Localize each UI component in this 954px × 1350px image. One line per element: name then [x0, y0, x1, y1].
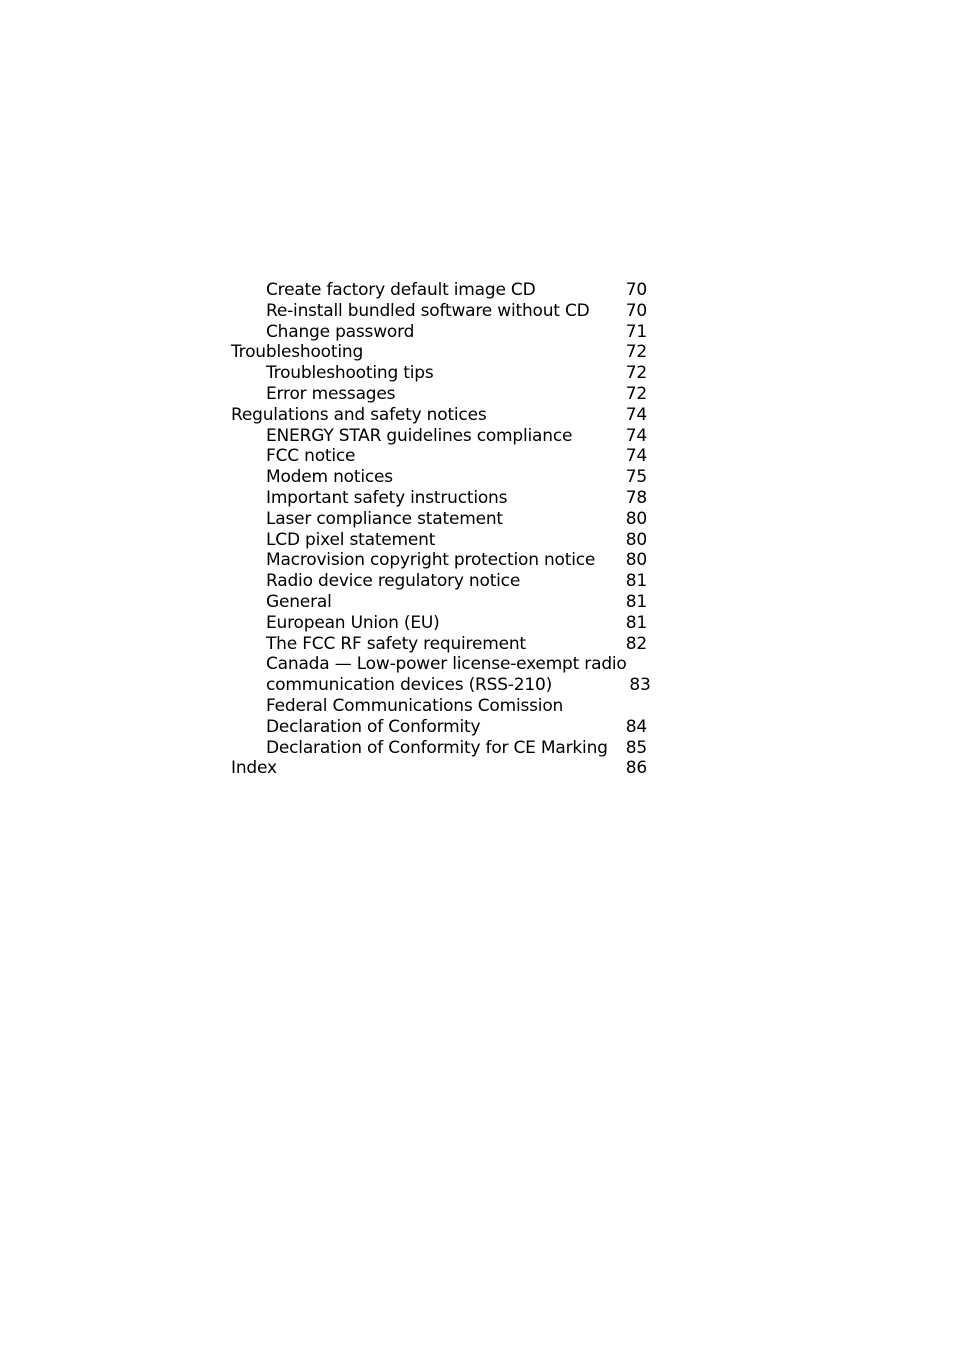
- toc-subsection-entry[interactable]: [231, 488, 647, 509]
- toc-entry-page-number: 78: [625, 487, 647, 508]
- toc-entry-title: [231, 384, 623, 405]
- toc-entry-title: [231, 467, 623, 488]
- toc-entry-title-line: LCD pixel statement: [266, 529, 436, 550]
- toc-subsection-entry[interactable]: [231, 696, 647, 738]
- toc-entry-page-number: 81: [625, 591, 647, 612]
- toc-subsection-entry[interactable]: [231, 467, 647, 488]
- toc-subsection-entry[interactable]: [231, 571, 647, 592]
- toc-entry-title-line: Declaration of Conformity for CE Marking: [266, 737, 608, 758]
- toc-subsection-entry[interactable]: [231, 301, 647, 322]
- toc-entry-title: [231, 280, 623, 301]
- toc-entry-title: [231, 758, 623, 779]
- toc-entry-title-line: Radio device regulatory notice: [266, 571, 521, 592]
- toc-subsection-entry[interactable]: [231, 363, 647, 384]
- toc-entry-page-number: 70: [625, 300, 647, 321]
- toc-entry-title-line: Re-install bundled software without CD: [266, 300, 590, 321]
- toc-entry-page-number: 80: [625, 529, 647, 550]
- toc-entry-title: [231, 738, 623, 759]
- toc-entry-page-number: 83: [629, 675, 651, 696]
- toc-subsection-entry[interactable]: [231, 280, 647, 301]
- toc-entry-title-line: Macrovision copyright protection notice: [266, 550, 596, 571]
- toc-entry-page-number: 81: [625, 612, 647, 633]
- toc-entry-page-number: 85: [625, 737, 647, 758]
- toc-subsection-entry[interactable]: [231, 509, 647, 530]
- toc-entry-title-line: ENERGY STAR guidelines compliance: [266, 425, 573, 446]
- toc-subsection-entry[interactable]: [231, 384, 647, 405]
- toc-entry-page-number: 82: [625, 633, 647, 654]
- toc-section-entry[interactable]: [231, 342, 647, 363]
- toc-entry-title: [231, 488, 623, 509]
- toc-subsection-entry[interactable]: [231, 446, 647, 467]
- toc-entry-title: [231, 426, 623, 447]
- toc-entry-title: [231, 342, 623, 363]
- toc-entry-title-line: Troubleshooting: [231, 342, 364, 363]
- toc-subsection-entry[interactable]: [231, 654, 651, 696]
- toc-subsection-entry[interactable]: [231, 426, 647, 447]
- toc-subsection-entry[interactable]: [231, 530, 647, 551]
- toc-entry-title-line: General: [266, 591, 332, 612]
- toc-entry-title: [231, 405, 623, 426]
- toc-entry-title: [231, 322, 623, 343]
- toc-entry-title-line: Index: [231, 758, 277, 779]
- toc-entry-title: [231, 654, 627, 696]
- toc-subsection-entry[interactable]: [231, 738, 647, 759]
- toc-entry-title-line: Regulations and safety notices: [231, 404, 487, 425]
- toc-entry-title: [231, 301, 623, 322]
- toc-subsection-entry[interactable]: [231, 322, 647, 343]
- toc-subsection-entry[interactable]: [231, 550, 647, 571]
- toc-entry-title: [231, 530, 623, 551]
- toc-entry-page-number: 71: [625, 321, 647, 342]
- toc-entry-title: [231, 446, 623, 467]
- toc-entry-title-line: communication devices (RSS-210): [266, 675, 553, 696]
- toc-entry-page-number: 70: [625, 280, 647, 300]
- toc-entry-page-number: 72: [625, 383, 647, 404]
- toc-entry-page-number: 72: [625, 342, 647, 363]
- toc-subsection-entry[interactable]: [231, 634, 647, 655]
- toc-entry-title-line: Federal Communications Comission: [266, 695, 564, 716]
- toc-entry-title: [231, 509, 623, 530]
- toc-entry-page-number: 86: [625, 758, 647, 779]
- toc-subsection-entry[interactable]: [231, 592, 647, 613]
- toc-entry-page-number: 80: [625, 550, 647, 571]
- toc-section-entry[interactable]: [231, 758, 647, 779]
- toc-entry-title: [231, 634, 623, 655]
- toc-entry-page-number: 81: [625, 571, 647, 592]
- toc-entry-page-number: 75: [625, 467, 647, 488]
- toc-entry-page-number: 84: [625, 716, 647, 737]
- toc-entry-title-line: Declaration of Conformity: [266, 716, 481, 737]
- toc-entry-page-number: 80: [625, 508, 647, 529]
- toc-entry-title-line: Canada — Low-power license-exempt radio: [266, 654, 627, 675]
- toc-entry-title-line: Change password: [266, 321, 415, 342]
- toc-subsection-entry[interactable]: [231, 613, 647, 634]
- toc-entry-title-line: European Union (EU): [266, 612, 440, 633]
- toc-entry-page-number: 74: [625, 446, 647, 467]
- toc-entry-page-number: 72: [625, 363, 647, 384]
- toc-entry-title-line: FCC notice: [266, 446, 356, 467]
- toc-entry-title-line: Troubleshooting tips: [266, 363, 434, 384]
- toc-section-entry[interactable]: [231, 405, 647, 426]
- toc-entry-title-line: Important safety instructions: [266, 487, 508, 508]
- toc-entry-title: [231, 571, 623, 592]
- toc-entry-title-line: The FCC RF safety requirement: [266, 633, 526, 654]
- toc-entry-title-line: Error messages: [266, 383, 396, 404]
- toc-entry-title-line: Laser compliance statement: [266, 508, 503, 529]
- toc-entry-title: [231, 363, 623, 384]
- toc-entry-title: [231, 613, 623, 634]
- toc-entry-title: [231, 592, 623, 613]
- toc-entry-page-number: 74: [625, 404, 647, 425]
- toc-entry-page-number: 74: [625, 425, 647, 446]
- toc-entry-title-line: Modem notices: [266, 467, 393, 488]
- toc-entry-title: [231, 550, 623, 571]
- toc-entry-title-line: Create factory default image CD: [266, 280, 536, 300]
- table-of-contents: [231, 280, 651, 779]
- toc-entry-title: [231, 696, 623, 738]
